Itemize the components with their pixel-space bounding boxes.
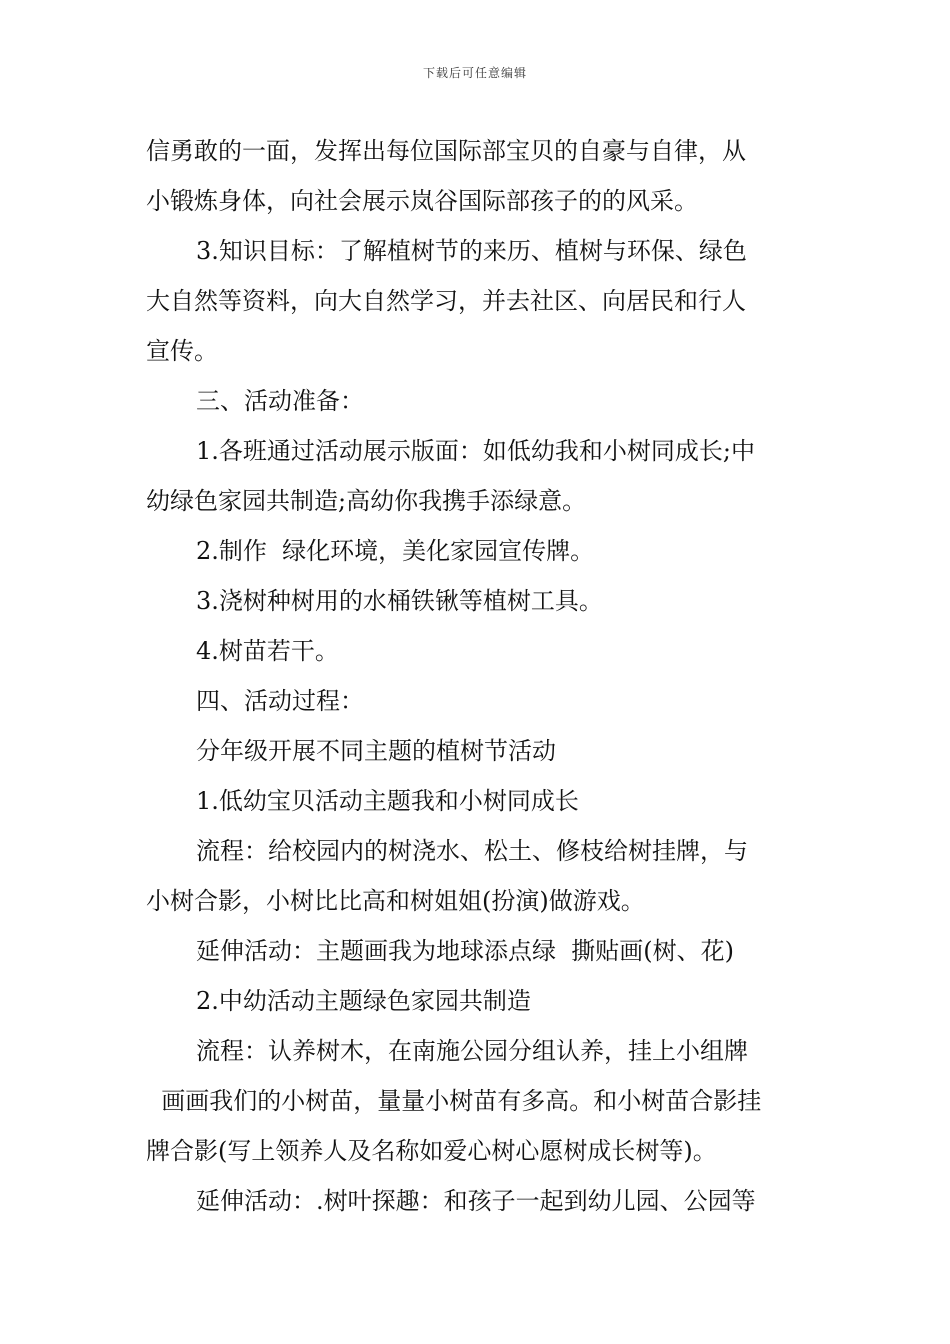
text-line: 3.知识目标：了解植树节的来历、植树与环保、绿色 [196,237,747,265]
text-line: 宣传。 [146,337,218,365]
text-line: 幼绿色家园共制造;高幼你我携手添绿意。 [146,487,587,515]
page-header: 下载后可任意编辑 [422,66,527,80]
text-line: 信勇敢的一面，发挥出每位国际部宝贝的自豪与自律，从 [146,137,746,165]
text-line: 延伸活动：主题画我为地球添点绿 撕贴画(树、花) [196,937,734,965]
text-line: 流程：给校园内的树浇水、松土、修枝给树挂牌，与 [196,837,748,865]
text-line: 小树合影，小树比比高和树姐姐(扮演)做游戏。 [146,887,645,915]
text-line: 4.树苗若干。 [196,637,339,665]
section-heading: 三、活动准备： [196,387,364,415]
text-line: 2.制作 绿化环境，美化家园宣传牌。 [196,537,595,565]
text-line: 2.中幼活动主题绿色家园共制造 [196,987,531,1015]
text-line: 1.低幼宝贝活动主题我和小树同成长 [196,787,579,815]
document-body [146,126,806,1226]
text-line: 牌合影(写上领养人及名称如爱心树心愿树成长树等)。 [146,1137,717,1165]
text-line: 小锻炼身体，向社会展示岚谷国际部孩子的的风采。 [146,187,698,215]
text-line: 大自然等资料，向大自然学习，并去社区、向居民和行人 [146,287,746,315]
section-heading: 四、活动过程： [196,687,364,715]
text-line: 3.浇树种树用的水桶铁锹等植树工具。 [196,587,603,615]
text-line: 延伸活动：.树叶探趣：和孩子一起到幼儿园、公园等 [196,1187,756,1215]
text-line: 1.各班通过活动展示版面：如低幼我和小树同成长;中 [196,437,755,465]
text-line: 流程：认养树木，在南施公园分组认养，挂上小组牌 [196,1037,748,1065]
text-line: 画画我们的小树苗，量量小树苗有多高。和小树苗合影挂 [146,1087,762,1115]
text-line: 分年级开展不同主题的植树节活动 [196,737,556,765]
